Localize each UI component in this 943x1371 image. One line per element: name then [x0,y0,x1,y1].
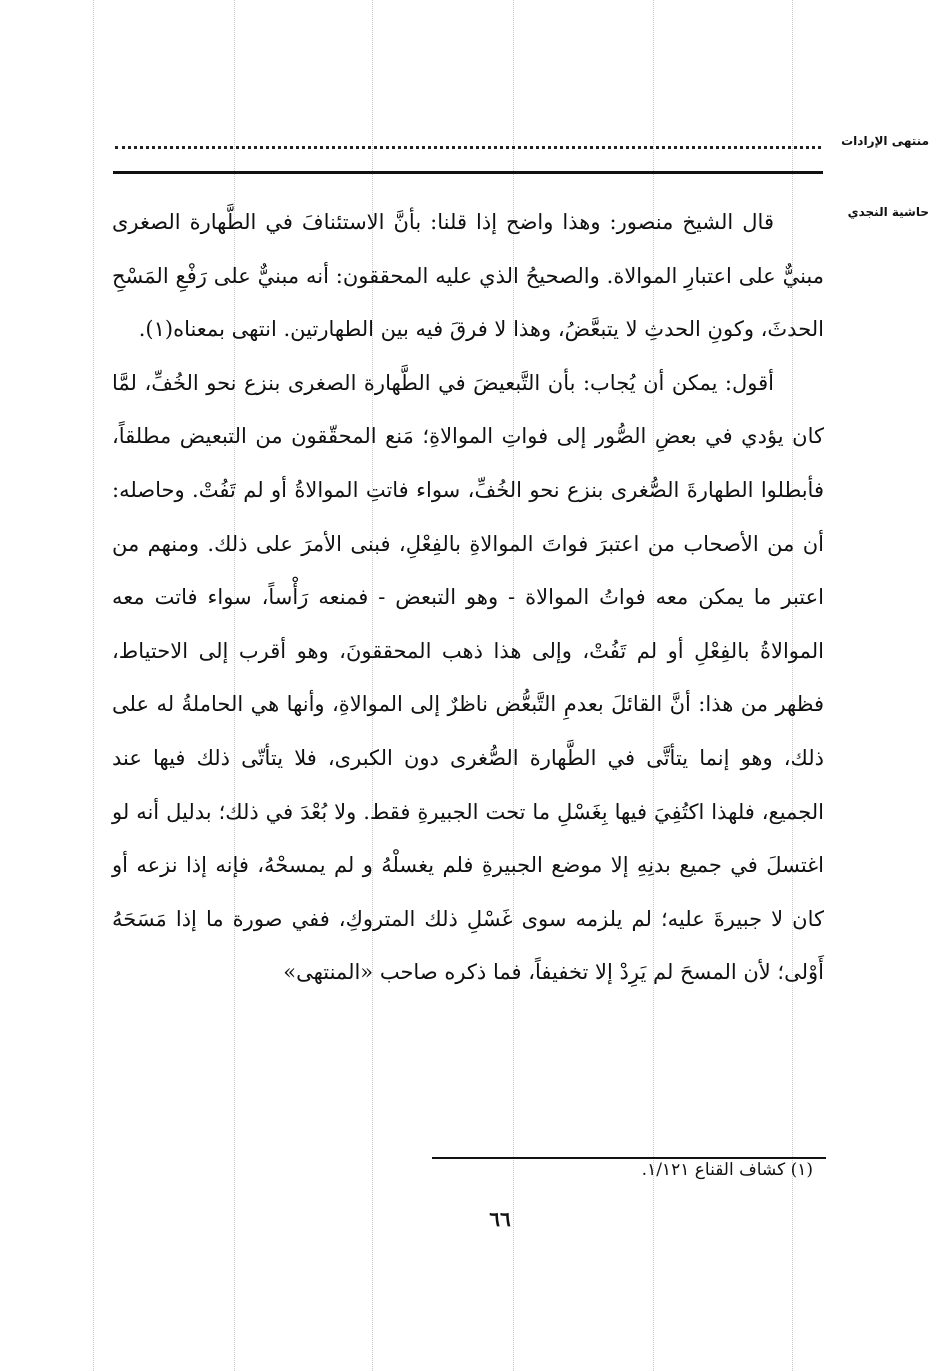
header-dotted-line [115,138,821,149]
paragraph: أقول: يمكن أن يُجاب: بأن التَّبعيضَ في الطَّهارة الصغرى بنزع نحو الخُفِّ، لمَّا كان يؤدي في بعضِ الصُّور إلى فواتِ الموالاةِ؛ مَنع المحقّقون من التبعيض مطلقاً، فأبطلوا الطهارةَ الصُّغرى بنزع نحو الخُفِّ، سواء فاتتِ الموالاةُ أو لم تَفُتْ. وحاصله: أن من الأصحاب من اعتبرَ فواتَ الموالاةِ بالفِعْلِ، فبنى الأمرَ على ذلك. ومنهم من اعتبر ما يمكن معه فواتُ الموالاة - وهو التبعض - فمنعه رَأْساً، سواء فاتت معه الموالاةُ بالفِعْلِ أو لم تَفُتْ، وإلى هذا ذهب المحققونَ، وهو أقرب إلى الاحتياط، فظهر من هذا: أنَّ القائلَ بعدمِ التَّبعُّض ناظرٌ إلى الموالاةِ، وأنها هي الحاملةُ له على ذلك، وهو إنما يتأتَّى في الطَّهارة الصُّغرى دون الكبرى، فلا يتأتّى ذلك فيها عند الجميع، فلهذا اكتُفِيَ فيها بِغَسْلِ ما تحت الجبيرةِ فقط. ولا بُعْدَ في ذلك؛ بدليل أنه لو اغتسلَ في جميع بدنِهِ إلا موضع الجبيرةِ فلم يغسلْهُ و لم يمسحْهُ، فإنه إذا نزعه أو كان لا جبيرةَ عليه؛ لم يلزمه سوى غَسْلِ ذلك المتروكِ، ففي صورة ما إذا مَسَحَهُ أَوْلى؛ لأن المسحَ لم يَرِدْ إلا تخفيفاً، فما ذكره صاحب «المنتهى» [112,370,824,985]
footnote-rule [432,1157,826,1159]
header-rule [113,171,823,174]
side-label: حاشية النجدي [847,205,929,219]
scan-guide-line [93,0,94,1371]
running-head: منتهى الإرادات [841,134,929,148]
body-text [112,196,824,1000]
page-number: ٦٦ [489,1207,511,1231]
paragraph: قال الشيخ منصور: وهذا واضح إذا قلنا: بأنَّ الاستئنافَ في الطَّهارة الصغرى مبنيٌّ على اعتبارِ الموالاة. والصحيحُ الذي عليه المحققون: أنه مبنيٌّ على رَفْعِ المَسْحِ الحدثَ، وكونِ الحدثِ لا يتبعَّضُ، وهذا لا فرقَ فيه بين الطهارتين. انتهى بمعناه(١). [112,210,824,342]
footnote: (١) كشاف القناع ١/١٢١. [641,1160,813,1180]
